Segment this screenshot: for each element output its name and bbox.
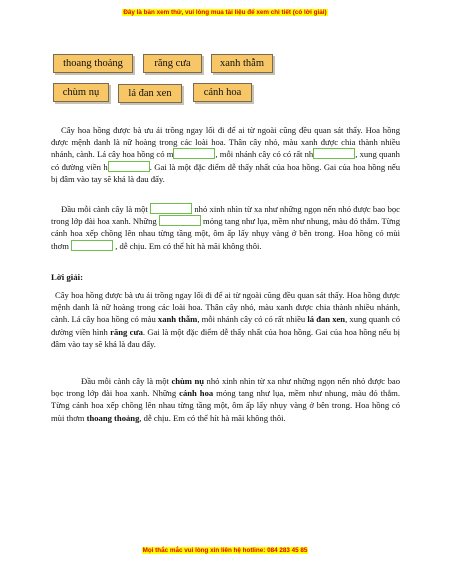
answer-blank[interactable] bbox=[150, 203, 192, 214]
word-chip-rang-cua[interactable]: răng cưa bbox=[143, 54, 202, 73]
answer-blank[interactable] bbox=[173, 148, 215, 159]
solution-paragraph-2: Đầu mỗi cành cây là một chùm nụ nhỏ xinh nhìn từ xa như những ngọn nến nhỏ được bao bọc trong lớp đài hoa xanh. Những cánh hoa mỏng tang như lụa, mềm như nhung, màu đỏ thắm. Từng cánh hoa xếp chồng lên nhau từng tầng một, ôm ấp lấy nhụy vàng ở bên trong. Hoa hồng có mùi thơm thoang thoảng, dễ chịu. Em có thể hít hà mãi không thôi. bbox=[51, 376, 400, 423]
answer-blank[interactable] bbox=[71, 240, 113, 251]
word-chip-thoang-thoang[interactable]: thoang thoảng bbox=[53, 54, 133, 73]
solution-heading: Lời giải: bbox=[51, 272, 83, 282]
exercise-paragraph-1: Cây hoa hồng được bà ưu ái trồng ngay lối đi để ai từ ngoài cũng đều quan sát thấy. Hoa hồng được mệnh danh là nữ hoàng trong các loài hoa. Thân cây nhỏ, màu xanh được chia thành nhiều nhánh, cành. Lá cây hoa hồng có m , mỗi nhánh cây có có rất nh , xung quanh có đường viền h . Gai là một đặc điểm dễ thấy nhất của hoa hồng. Gai của hoa hồng nếu bị đâm vào tay sẽ khá là đau đấy. bbox=[51, 125, 400, 184]
word-chip-chum-nu[interactable]: chùm nụ bbox=[53, 83, 109, 102]
answer-blank[interactable] bbox=[159, 215, 201, 226]
word-chip-xanh-tham[interactable]: xanh thẫm bbox=[211, 54, 273, 73]
solution-paragraph-1: Cây hoa hồng được bà ưu ái trồng ngay lối đi để ai từ ngoài cũng đều quan sát thấy. Hoa hồng được mệnh danh là nữ hoàng trong các loài hoa. Thân cây nhỏ, màu xanh được chia thành nhiều nhánh, cành. Lá cây hoa hồng có màu xanh thẫm, mỗi nhánh cây có có rất nhiều lá đan xen, xung quanh có đường viền hình răng cưa. Gai là một đặc điểm dễ thấy nhất của hoa hồng. Gai của hoa hồng nếu bị đâm vào tay sẽ khá là đau đấy. bbox=[51, 290, 400, 349]
answer-blank[interactable] bbox=[313, 148, 355, 159]
word-chip-canh-hoa[interactable]: cánh hoa bbox=[193, 83, 252, 102]
word-chip-la-dan-xen[interactable]: lá đan xen bbox=[118, 84, 182, 103]
hotline-banner: Mọi thắc mắc vui lòng xin liên hệ hotline: 084 283 45 85 bbox=[142, 547, 308, 554]
preview-banner: Đây là bản xem thử, vui lòng mua tài liệu để xem chi tiết (có lời giải) bbox=[123, 9, 327, 16]
exercise-paragraph-2: Đầu mỗi cành cây là một nhỏ xinh nhìn từ xa như những ngọn nến nhỏ được bao bọc trong lớp đài hoa xanh. Những mỏng tang như lụa, mềm như nhung, màu đỏ thắm. Từng cánh hoa xếp chồng lên nhau từng tầng một, ôm ấp lấy nhụy vàng ở bên trong. Hoa hồng có mùi thơm , dễ chịu. Em có thể hít hà mãi không thôi. bbox=[51, 204, 400, 251]
answer-blank[interactable] bbox=[108, 161, 150, 172]
